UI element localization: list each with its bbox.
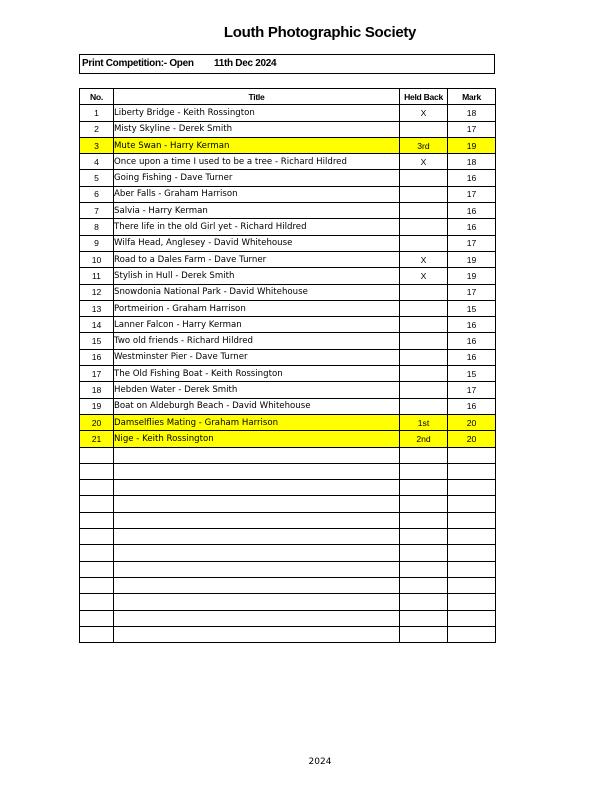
cell-no: 11 — [80, 268, 114, 284]
empty-cell — [400, 529, 448, 545]
cell-held-back: 3rd — [400, 137, 448, 153]
empty-cell — [400, 512, 448, 528]
empty-cell — [80, 463, 114, 479]
empty-cell — [400, 463, 448, 479]
cell-mark: 20 — [448, 431, 496, 447]
empty-cell — [448, 545, 496, 561]
cell-no: 2 — [80, 121, 114, 137]
cell-no: 3 — [80, 137, 114, 153]
empty-cell — [448, 447, 496, 463]
header-title: Title — [114, 89, 400, 105]
table-row — [80, 203, 496, 219]
empty-cell — [448, 480, 496, 496]
empty-cell — [80, 626, 114, 642]
cell-mark: 17 — [448, 284, 496, 300]
cell-no: 1 — [80, 105, 114, 121]
empty-cell — [114, 610, 400, 626]
cell-held-back — [400, 382, 448, 398]
empty-cell — [448, 512, 496, 528]
empty-row — [80, 577, 496, 593]
table-header-row — [80, 89, 496, 105]
results-table — [79, 88, 496, 643]
empty-cell — [400, 594, 448, 610]
empty-cell — [400, 610, 448, 626]
table-row — [80, 251, 496, 267]
cell-held-back — [400, 398, 448, 414]
empty-cell — [80, 577, 114, 593]
table-row — [80, 333, 496, 349]
cell-title: Stylish in Hull - Derek Smith — [114, 268, 400, 284]
cell-no: 21 — [80, 431, 114, 447]
cell-title: Salvia - Harry Kerman — [114, 203, 400, 219]
cell-no: 6 — [80, 186, 114, 202]
cell-held-back — [400, 284, 448, 300]
cell-no: 13 — [80, 300, 114, 316]
empty-cell — [400, 545, 448, 561]
cell-no: 12 — [80, 284, 114, 300]
empty-cell — [448, 594, 496, 610]
empty-row — [80, 480, 496, 496]
cell-mark: 20 — [448, 414, 496, 430]
cell-held-back: 1st — [400, 414, 448, 430]
cell-mark: 17 — [448, 235, 496, 251]
cell-mark: 16 — [448, 203, 496, 219]
cell-mark: 16 — [448, 349, 496, 365]
cell-no: 4 — [80, 154, 114, 170]
table-row — [80, 382, 496, 398]
table-row — [80, 349, 496, 365]
empty-row — [80, 447, 496, 463]
cell-held-back — [400, 219, 448, 235]
header-held-back: Held Back — [400, 89, 448, 105]
empty-cell — [114, 480, 400, 496]
empty-cell — [114, 545, 400, 561]
empty-cell — [448, 463, 496, 479]
competition-label: Print Competition:- Open — [82, 58, 194, 69]
cell-title: Hebden Water - Derek Smith — [114, 382, 400, 398]
empty-cell — [448, 529, 496, 545]
table-row — [80, 105, 496, 121]
table-row — [80, 366, 496, 382]
cell-title: Road to a Dales Farm - Dave Turner — [114, 251, 400, 267]
table-row — [80, 137, 496, 153]
page-title: Louth Photographic Society — [223, 24, 417, 41]
cell-mark: 19 — [448, 268, 496, 284]
table-row — [80, 398, 496, 414]
cell-title: Misty Skyline - Derek Smith — [114, 121, 400, 137]
cell-mark: 16 — [448, 398, 496, 414]
cell-title: Two old friends - Richard Hildred — [114, 333, 400, 349]
cell-no: 19 — [80, 398, 114, 414]
cell-held-back: X — [400, 251, 448, 267]
cell-title: Snowdonia National Park - David Whitehouse — [114, 284, 400, 300]
cell-title: Boat on Aldeburgh Beach - David Whitehouse — [114, 398, 400, 414]
cell-title: Westminster Pier - Dave Turner — [114, 349, 400, 365]
empty-cell — [400, 561, 448, 577]
cell-mark: 16 — [448, 219, 496, 235]
cell-mark: 17 — [448, 186, 496, 202]
empty-cell — [80, 447, 114, 463]
cell-mark: 15 — [448, 366, 496, 382]
cell-held-back — [400, 203, 448, 219]
competition-date: 11th Dec 2024 — [214, 58, 277, 69]
cell-no: 9 — [80, 235, 114, 251]
cell-mark: 16 — [448, 170, 496, 186]
empty-cell — [448, 626, 496, 642]
empty-cell — [114, 594, 400, 610]
cell-held-back — [400, 300, 448, 316]
empty-cell — [114, 463, 400, 479]
cell-title: Wilfa Head, Anglesey - David Whitehouse — [114, 235, 400, 251]
cell-held-back — [400, 121, 448, 137]
empty-row — [80, 512, 496, 528]
cell-no: 18 — [80, 382, 114, 398]
empty-row — [80, 529, 496, 545]
empty-cell — [114, 529, 400, 545]
cell-title: Aber Falls - Graham Harrison — [114, 186, 400, 202]
cell-mark: 19 — [448, 137, 496, 153]
cell-mark: 17 — [448, 382, 496, 398]
cell-held-back: 2nd — [400, 431, 448, 447]
cell-mark: 16 — [448, 333, 496, 349]
empty-cell — [80, 480, 114, 496]
competition-info — [79, 54, 495, 74]
empty-cell — [400, 447, 448, 463]
cell-no: 20 — [80, 414, 114, 430]
results-body — [80, 105, 496, 643]
empty-cell — [448, 610, 496, 626]
cell-held-back — [400, 333, 448, 349]
cell-title: Going Fishing - Dave Turner — [114, 170, 400, 186]
cell-mark: 16 — [448, 317, 496, 333]
empty-cell — [80, 496, 114, 512]
cell-held-back — [400, 349, 448, 365]
cell-no: 17 — [80, 366, 114, 382]
cell-no: 8 — [80, 219, 114, 235]
table-row — [80, 235, 496, 251]
cell-held-back: X — [400, 268, 448, 284]
cell-title: Nige - Keith Rossington — [114, 431, 400, 447]
header-no: No. — [80, 89, 114, 105]
cell-held-back — [400, 186, 448, 202]
cell-no: 14 — [80, 317, 114, 333]
cell-held-back — [400, 317, 448, 333]
cell-no: 16 — [80, 349, 114, 365]
cell-no: 10 — [80, 251, 114, 267]
cell-held-back: X — [400, 154, 448, 170]
cell-held-back — [400, 366, 448, 382]
cell-held-back — [400, 235, 448, 251]
cell-held-back — [400, 170, 448, 186]
cell-mark: 19 — [448, 251, 496, 267]
cell-mark: 18 — [448, 154, 496, 170]
cell-title: There life in the old Girl yet - Richard Hildred — [114, 219, 400, 235]
empty-cell — [448, 496, 496, 512]
table-row — [80, 154, 496, 170]
cell-title: Liberty Bridge - Keith Rossington — [114, 105, 400, 121]
empty-cell — [114, 447, 400, 463]
empty-cell — [80, 610, 114, 626]
empty-cell — [400, 626, 448, 642]
cell-mark: 15 — [448, 300, 496, 316]
empty-cell — [80, 529, 114, 545]
cell-title: Portmeirion - Graham Harrison — [114, 300, 400, 316]
cell-title: Mute Swan - Harry Kerman — [114, 137, 400, 153]
empty-row — [80, 561, 496, 577]
page-footer: 2024 — [308, 757, 332, 767]
empty-cell — [114, 626, 400, 642]
empty-cell — [448, 577, 496, 593]
empty-row — [80, 463, 496, 479]
table-row — [80, 186, 496, 202]
table-row — [80, 284, 496, 300]
table-row — [80, 121, 496, 137]
cell-title: Lanner Falcon - Harry Kerman — [114, 317, 400, 333]
table-row — [80, 170, 496, 186]
cell-mark: 17 — [448, 121, 496, 137]
empty-cell — [114, 561, 400, 577]
empty-cell — [448, 561, 496, 577]
cell-no: 5 — [80, 170, 114, 186]
empty-cell — [80, 594, 114, 610]
empty-row — [80, 545, 496, 561]
header-mark: Mark — [448, 89, 496, 105]
table-row — [80, 414, 496, 430]
empty-cell — [80, 545, 114, 561]
empty-cell — [400, 496, 448, 512]
empty-cell — [80, 512, 114, 528]
cell-mark: 18 — [448, 105, 496, 121]
cell-title: Damselflies Mating - Graham Harrison — [114, 414, 400, 430]
empty-cell — [114, 496, 400, 512]
cell-title: The Old Fishing Boat - Keith Rossington — [114, 366, 400, 382]
empty-cell — [114, 512, 400, 528]
cell-no: 15 — [80, 333, 114, 349]
table-row — [80, 317, 496, 333]
cell-no: 7 — [80, 203, 114, 219]
empty-row — [80, 610, 496, 626]
empty-cell — [114, 577, 400, 593]
empty-row — [80, 496, 496, 512]
table-row — [80, 219, 496, 235]
empty-row — [80, 594, 496, 610]
table-row — [80, 431, 496, 447]
empty-row — [80, 626, 496, 642]
empty-cell — [80, 561, 114, 577]
empty-cell — [400, 577, 448, 593]
cell-title: Once upon a time I used to be a tree - Richard Hildred — [114, 154, 400, 170]
cell-held-back: X — [400, 105, 448, 121]
table-row — [80, 268, 496, 284]
empty-cell — [400, 480, 448, 496]
table-row — [80, 300, 496, 316]
